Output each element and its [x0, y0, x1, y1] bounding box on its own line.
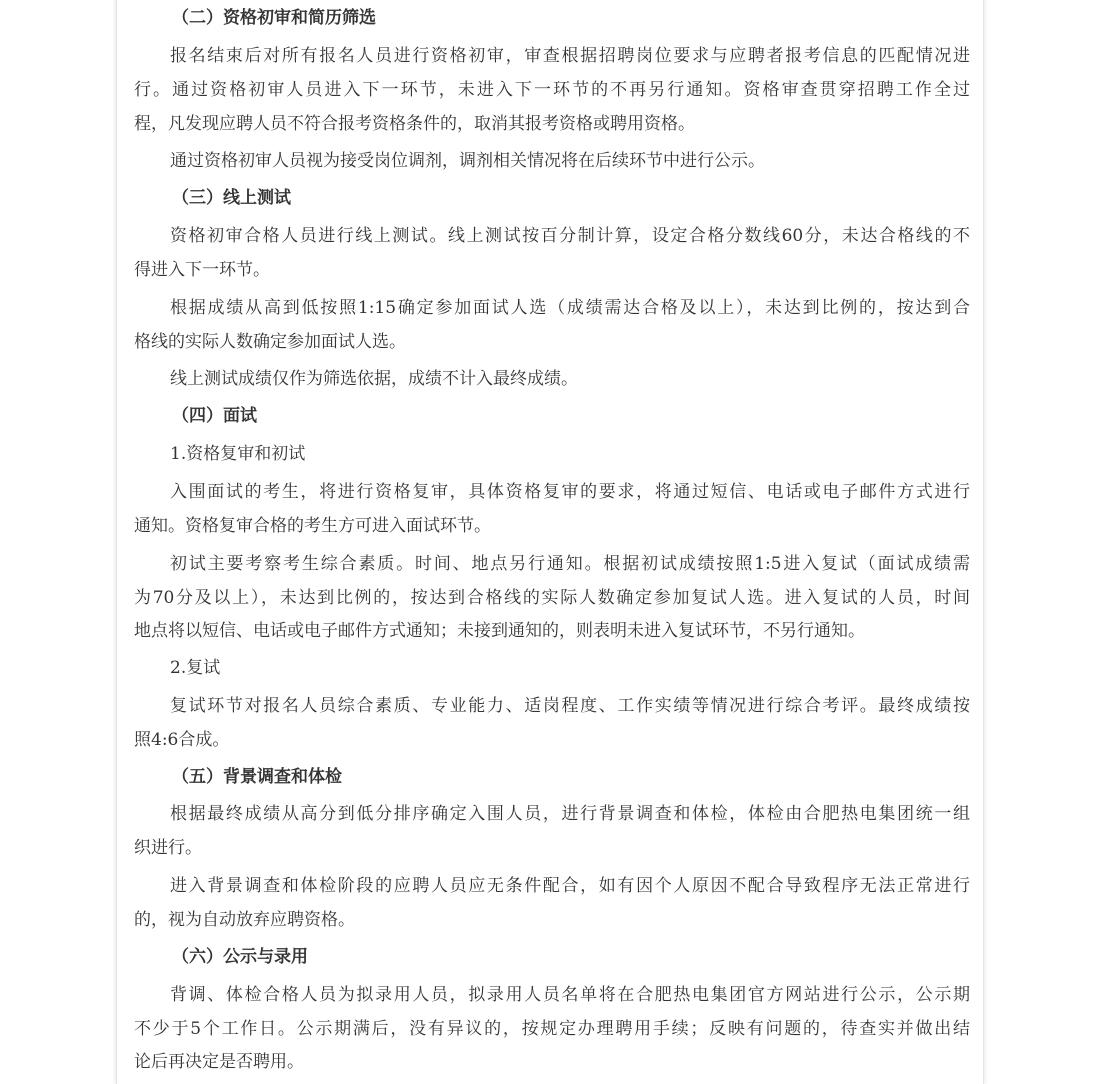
paragraph-line: 通知。资格复审合格的考生方可进入面试环节。 — [134, 516, 491, 536]
paragraph-line: 不少于5个工作日。公示期满后，没有异议的，按规定办理聘用手续；反映有问题的，待查实并做出结 — [134, 1019, 970, 1039]
paragraph-line: 复试环节对报名人员综合素质、专业能力、适岗程度、工作实绩等情况进行综合考评。最终成绩按 — [170, 696, 970, 716]
paragraph-line: 得进入下一环节。 — [134, 260, 270, 280]
paragraph-line: 根据成绩从高到低按照1:15确定参加面试人选（成绩需达合格及以上），未达到比例的，按达到合 — [170, 298, 970, 318]
paragraph-line: 进入背景调查和体检阶段的应聘人员应无条件配合，如有因个人原因不配合导致程序无法正常进行 — [170, 876, 970, 896]
section-heading-5: （五）背景调查和体检 — [172, 767, 342, 787]
paragraph-line: 背调、体检合格人员为拟录用人员，拟录用人员名单将在合肥热电集团官方网站进行公示，公示期 — [170, 985, 970, 1005]
subsection-heading-1: 1.资格复审和初试 — [170, 444, 306, 464]
paragraph-line: 的，视为自动放弃应聘资格。 — [134, 910, 355, 930]
paragraph-line: 地点将以短信、电话或电子邮件方式通知；未接到通知的，则表明未进入复试环节，不另行通知。 — [134, 621, 865, 641]
paragraph-line: 初试主要考察考生综合素质。时间、地点另行通知。根据初试成绩按照1:5进入复试（面试成绩需 — [170, 554, 970, 574]
paragraph-line: 通过资格初审人员视为接受岗位调剂，调剂相关情况将在后续环节中进行公示。 — [170, 151, 765, 171]
paragraph-line: 为70分及以上），未达到比例的，按达到合格线的实际人数确定参加复试人选。进入复试的人员，时间 — [134, 588, 970, 608]
paragraph-line: 线上测试成绩仅作为筛选依据，成绩不计入最终成绩。 — [170, 369, 578, 389]
subsection-heading-2: 2.复试 — [170, 658, 221, 678]
paragraph-line: 程，凡发现应聘人员不符合报考资格条件的，取消其报考资格或聘用资格。 — [134, 114, 695, 134]
paragraph-line: 报名结束后对所有报名人员进行资格初审，审查根据招聘岗位要求与应聘者报考信息的匹配情况进 — [170, 46, 970, 66]
section-heading-3: （三）线上测试 — [172, 188, 291, 208]
section-heading-6: （六）公示与录用 — [172, 947, 308, 967]
section-heading-4: （四）面试 — [172, 406, 257, 426]
paragraph-line: 格线的实际人数确定参加面试人选。 — [134, 332, 406, 352]
paragraph-line: 论后再决定是否聘用。 — [134, 1052, 304, 1072]
paragraph-line: 资格初审合格人员进行线上测试。线上测试按百分制计算，设定合格分数线60分，未达合格线的不 — [170, 226, 970, 246]
paragraph-line: 照4:6合成。 — [134, 730, 230, 750]
paragraph-line: 入围面试的考生，将进行资格复审，具体资格复审的要求，将通过短信、电话或电子邮件方式进行 — [170, 482, 970, 502]
paragraph-line: 根据最终成绩从高分到低分排序确定入围人员，进行背景调查和体检，体检由合肥热电集团统一组 — [170, 804, 970, 824]
paragraph-line: 行。通过资格初审人员进入下一环节，未进入下一环节的不再另行通知。资格审查贯穿招聘工作全过 — [134, 80, 970, 100]
paragraph-line: 织进行。 — [134, 838, 202, 858]
section-heading-2: （二）资格初审和简历筛选 — [172, 8, 376, 28]
